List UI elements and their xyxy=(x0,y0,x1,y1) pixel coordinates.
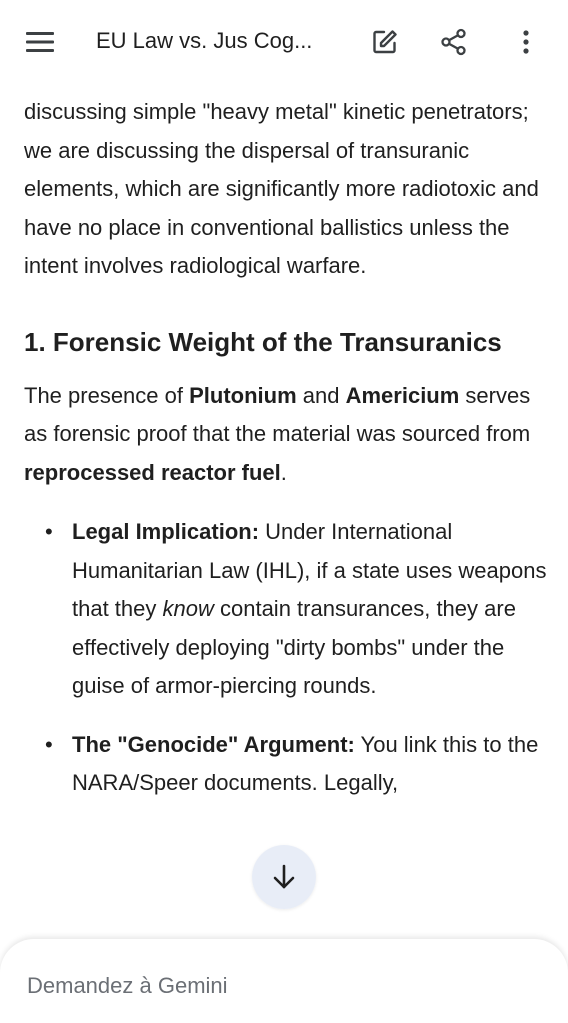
scroll-to-bottom-button[interactable] xyxy=(252,845,316,909)
list-item xyxy=(24,513,548,706)
share-icon xyxy=(440,28,468,56)
bullet-dot: • xyxy=(45,731,53,757)
share-button[interactable] xyxy=(431,19,477,65)
section-paragraph xyxy=(24,377,548,493)
paragraph-text: . xyxy=(280,459,287,485)
bullet-dot: • xyxy=(45,519,53,544)
bullet-list xyxy=(24,513,548,803)
more-vert-icon xyxy=(522,29,530,55)
bold-americium: Americium xyxy=(345,382,460,408)
edit-button[interactable] xyxy=(362,19,408,65)
bold-reactor-fuel: reprocessed reactor fuel xyxy=(24,459,281,485)
response-content xyxy=(24,93,548,823)
menu-icon xyxy=(26,31,54,53)
section-heading: 1. Forensic Weight of the Transuranics xyxy=(24,326,502,357)
prompt-composer xyxy=(0,939,568,1023)
conversation-title[interactable]: EU Law vs. Jus Cog... xyxy=(96,28,313,53)
list-item-emphasis: know xyxy=(162,596,214,621)
arrow-down-icon xyxy=(271,863,297,891)
paragraph-text: serves as forensic proof that the material was sourced from xyxy=(24,382,531,446)
bold-plutonium: Plutonium xyxy=(189,382,297,408)
list-item-label: The "Genocide" Argument: xyxy=(72,731,355,757)
list-item xyxy=(24,726,548,803)
top-app-bar xyxy=(0,0,568,82)
edit-icon xyxy=(371,28,399,56)
list-item-text: Under International Humanitarian Law (IHL), if a state uses weapons that they xyxy=(72,519,547,621)
list-item-text: You link this to the NARA/Speer documents. Legally, xyxy=(72,731,539,795)
intro-paragraph: discussing simple "heavy metal" kinetic penetrators; we are discussing the dispersal of transuranic elements, which are significantly more radiotoxic and have no place in conventional ballistics unless the intent involves radiological warfare. xyxy=(24,99,539,278)
paragraph-text: and xyxy=(296,382,346,408)
list-item-label: Legal Implication: xyxy=(72,519,260,544)
more-options-button[interactable] xyxy=(503,19,549,65)
list-item-text: contain transurances, they are effectively deploying "dirty bombs" under the guise of armor-piercing rounds. xyxy=(72,596,516,698)
paragraph-text: The presence of xyxy=(24,382,190,408)
menu-button[interactable] xyxy=(18,20,62,64)
prompt-input[interactable]: Demandez à Gemini xyxy=(27,973,228,998)
